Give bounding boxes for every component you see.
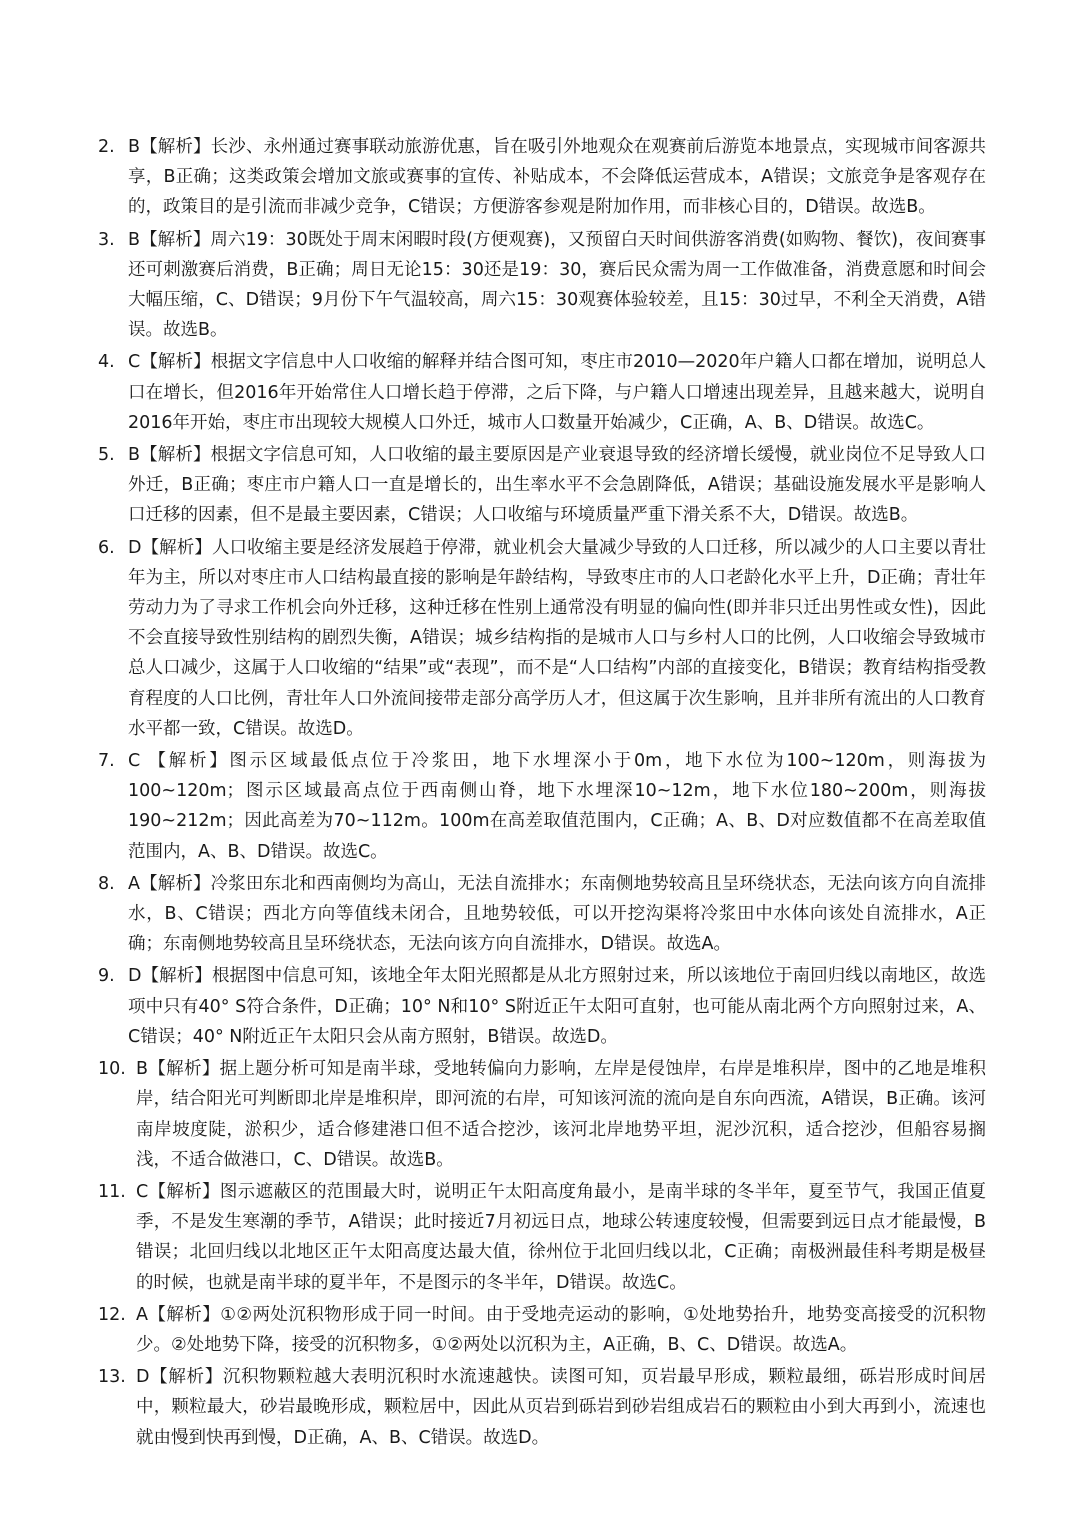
answer-explanation: B【解析】据上题分析可知是南半球，受地转偏向力影响，左岸是侵蚀岸，右岸是堆积岸，图中的乙地是堆积岸，结合阳光可判断即北岸是堆积岸，即河流的右岸，可知该河流的流向是自东向西流，A错误，B正确。该河南岸坡度陡，淤积少，适合修建港口但不适合挖沙，该河北岸地势平坦，泥沙沉积，适合挖沙，但船容易搁浅，不适合做港口，C、D错误。故选B。 (136, 1059, 986, 1170)
answer-number: 2. (98, 137, 115, 157)
answer-explanation: D【解析】根据图中信息可知，该地全年太阳光照都是从北方照射过来，所以该地位于南回归线以南地区，故选项中只有40° S符合条件，D正确；10° N和10° S附近正午太阳可直射，也可能从南北两个方向照射过来，A、C错误；40° N附近正午太阳只会从南方照射，B错误。故选D。 (128, 966, 986, 1047)
answer-item-11 (98, 1177, 986, 1298)
answer-number: 8. (98, 873, 115, 894)
answer-number: 11. (98, 1181, 126, 1202)
answer-number: 3. (98, 229, 115, 250)
answer-number: 4. (98, 352, 115, 373)
answer-number: 13. (98, 1367, 126, 1388)
answer-explanations (98, 132, 986, 1455)
answer-item-3 (98, 225, 986, 346)
answer-explanation: A【解析】冷浆田东北和西南侧均为高山，无法自流排水；东南侧地势较高且呈环绕状态，无法向该方向自流排水，B、C错误；西北方向等值线未闭合，且地势较低，可以开挖沟渠将冷浆田中水体向该处自流排水，A正确；东南侧地势较高且呈环绕状态，无法向该方向自流排水，D错误。故选A。 (128, 873, 986, 955)
answer-number: 10. (98, 1059, 126, 1080)
answer-number: 6. (98, 537, 115, 558)
answer-item-12 (98, 1300, 986, 1360)
answer-item-8 (98, 869, 986, 960)
answer-explanation: B【解析】周六19：30既处于周末闲暇时段(方便观赛)，又预留白天时间供游客消费(如购物、餐饮)，夜间赛事还可刺激赛后消费，B正确；周日无论15：30还是19：30，赛后民众需为周一工作做准备，消费意愿和时间会大幅压缩，C、D错误；9月份下午气温较高，周六15：30观赛体验较差，且15：30过早，不利全天消费，A错误。故选B。 (128, 229, 986, 341)
answer-explanation: C【解析】根据文字信息中人口收缩的解释并结合图可知，枣庄市2010—2020年户籍人口都在增加，说明总人口在增长，但2016年开始常住人口增长趋于停滞，之后下降，与户籍人口增速出现差异，且越来越大，说明自2016年开始，枣庄市出现较大规模人口外迁，城市人口数量开始减少，C正确，A、B、D错误。故选C。 (128, 352, 986, 433)
answer-item-5 (98, 440, 986, 531)
answer-explanation: C 【解析】图示区域最低点位于冷浆田，地下水埋深小于0m，地下水位为100~120m，则海拔为100~120m；图示区域最高点位于西南侧山脊，地下水埋深10~12m，地下水位180~200m，则海拔190~212m；因此高差为70~112m。100m在高差取值范围内，C正确；A、B、D对应数值都不在高差取值范围内，A、B、D错误。故选C。 (128, 751, 986, 862)
answer-explanation: C【解析】图示遮蔽区的范围最大时，说明正午太阳高度角最小，是南半球的冬半年，夏至节气，我国正值夏季，不是发生寒潮的季节，A错误；此时接近7月初远日点，地球公转速度较慢，但需要到远日点才能最慢，B错误；北回归线以北地区正午太阳高度达最大值，徐州位于北回归线以北，C正确；南极洲最佳科考期是极昼的时候，也就是南半球的夏半年，不是图示的冬半年，D错误。故选C。 (136, 1181, 986, 1293)
answer-number: 7. (98, 751, 115, 772)
answer-item-2 (98, 132, 986, 223)
answer-item-9 (98, 961, 986, 1052)
answer-explanation: A【解析】①②两处沉积物形成于同一时间。由于受地壳运动的影响，①处地势抬升，地势变高接受的沉积物少。②处地势下降，接受的沉积物多，①②两处以沉积为主，A正确，B、C、D错误。故选A。 (136, 1304, 986, 1355)
answer-explanation: B【解析】长沙、永州通过赛事联动旅游优惠，旨在吸引外地观众在观赛前后游览本地景点，实现城市间客源共享，B正确；这类政策会增加文旅或赛事的宣传、补贴成本，不会降低运营成本，A错误；文旅竞争是客观存在的，政策目的是引流而非减少竞争，C错误；方便游客参观是附加作用，而非核心目的，D错误。故选B。 (128, 137, 986, 218)
answer-number: 5. (98, 445, 115, 466)
answer-item-6 (98, 533, 986, 744)
answer-item-10 (98, 1054, 986, 1175)
answer-explanation: B【解析】根据文字信息可知，人口收缩的最主要原因是产业衰退导致的经济增长缓慢，就业岗位不足导致人口外迁，B正确；枣庄市户籍人口一直是增长的，出生率水平不会急剧降低，A错误；基础设施发展水平是影响人口迁移的因素，但不是最主要因素，C错误；人口收缩与环境质量严重下滑关系不大，D错误。故选B。 (128, 445, 986, 526)
answer-item-7 (98, 746, 986, 867)
answer-item-13 (98, 1362, 986, 1453)
answer-explanation: D【解析】沉积物颗粒越大表明沉积时水流速越快。读图可知，页岩最早形成，颗粒最细，砾岩形成时间居中，颗粒最大，砂岩最晚形成，颗粒居中，因此从页岩到砾岩到砂岩组成岩石的颗粒由小到大再到小，流速也就由慢到快再到慢，D正确，A、B、C错误。故选D。 (136, 1367, 986, 1448)
answer-number: 12. (98, 1304, 126, 1325)
answer-explanation: D【解析】人口收缩主要是经济发展趋于停滞，就业机会大量减少导致的人口迁移，所以减少的人口主要以青壮年为主，所以对枣庄市人口结构最直接的影响是年龄结构，导致枣庄市的人口老龄化水平上升，D正确；青壮年劳动力为了寻求工作机会向外迁移，这种迁移在性别上通常没有明显的偏向性(即并非只迁出男性或女性)，因此不会直接导致性别结构的剧烈失衡，A错误；城乡结构指的是城市人口与乡村人口的比例，人口收缩会导致城市总人口减少，这属于人口收缩的“结果”或“表现”，而不是“人口结构”内部的直接变化，B错误；教育结构指受教育程度的人口比例，青壮年人口外流间接带走部分高学历人才，但这属于次生影响，且并非所有流出的人口教育水平都一致，C错误。故选D。 (128, 537, 986, 739)
answer-number: 9. (98, 966, 115, 987)
answer-item-4 (98, 347, 986, 438)
